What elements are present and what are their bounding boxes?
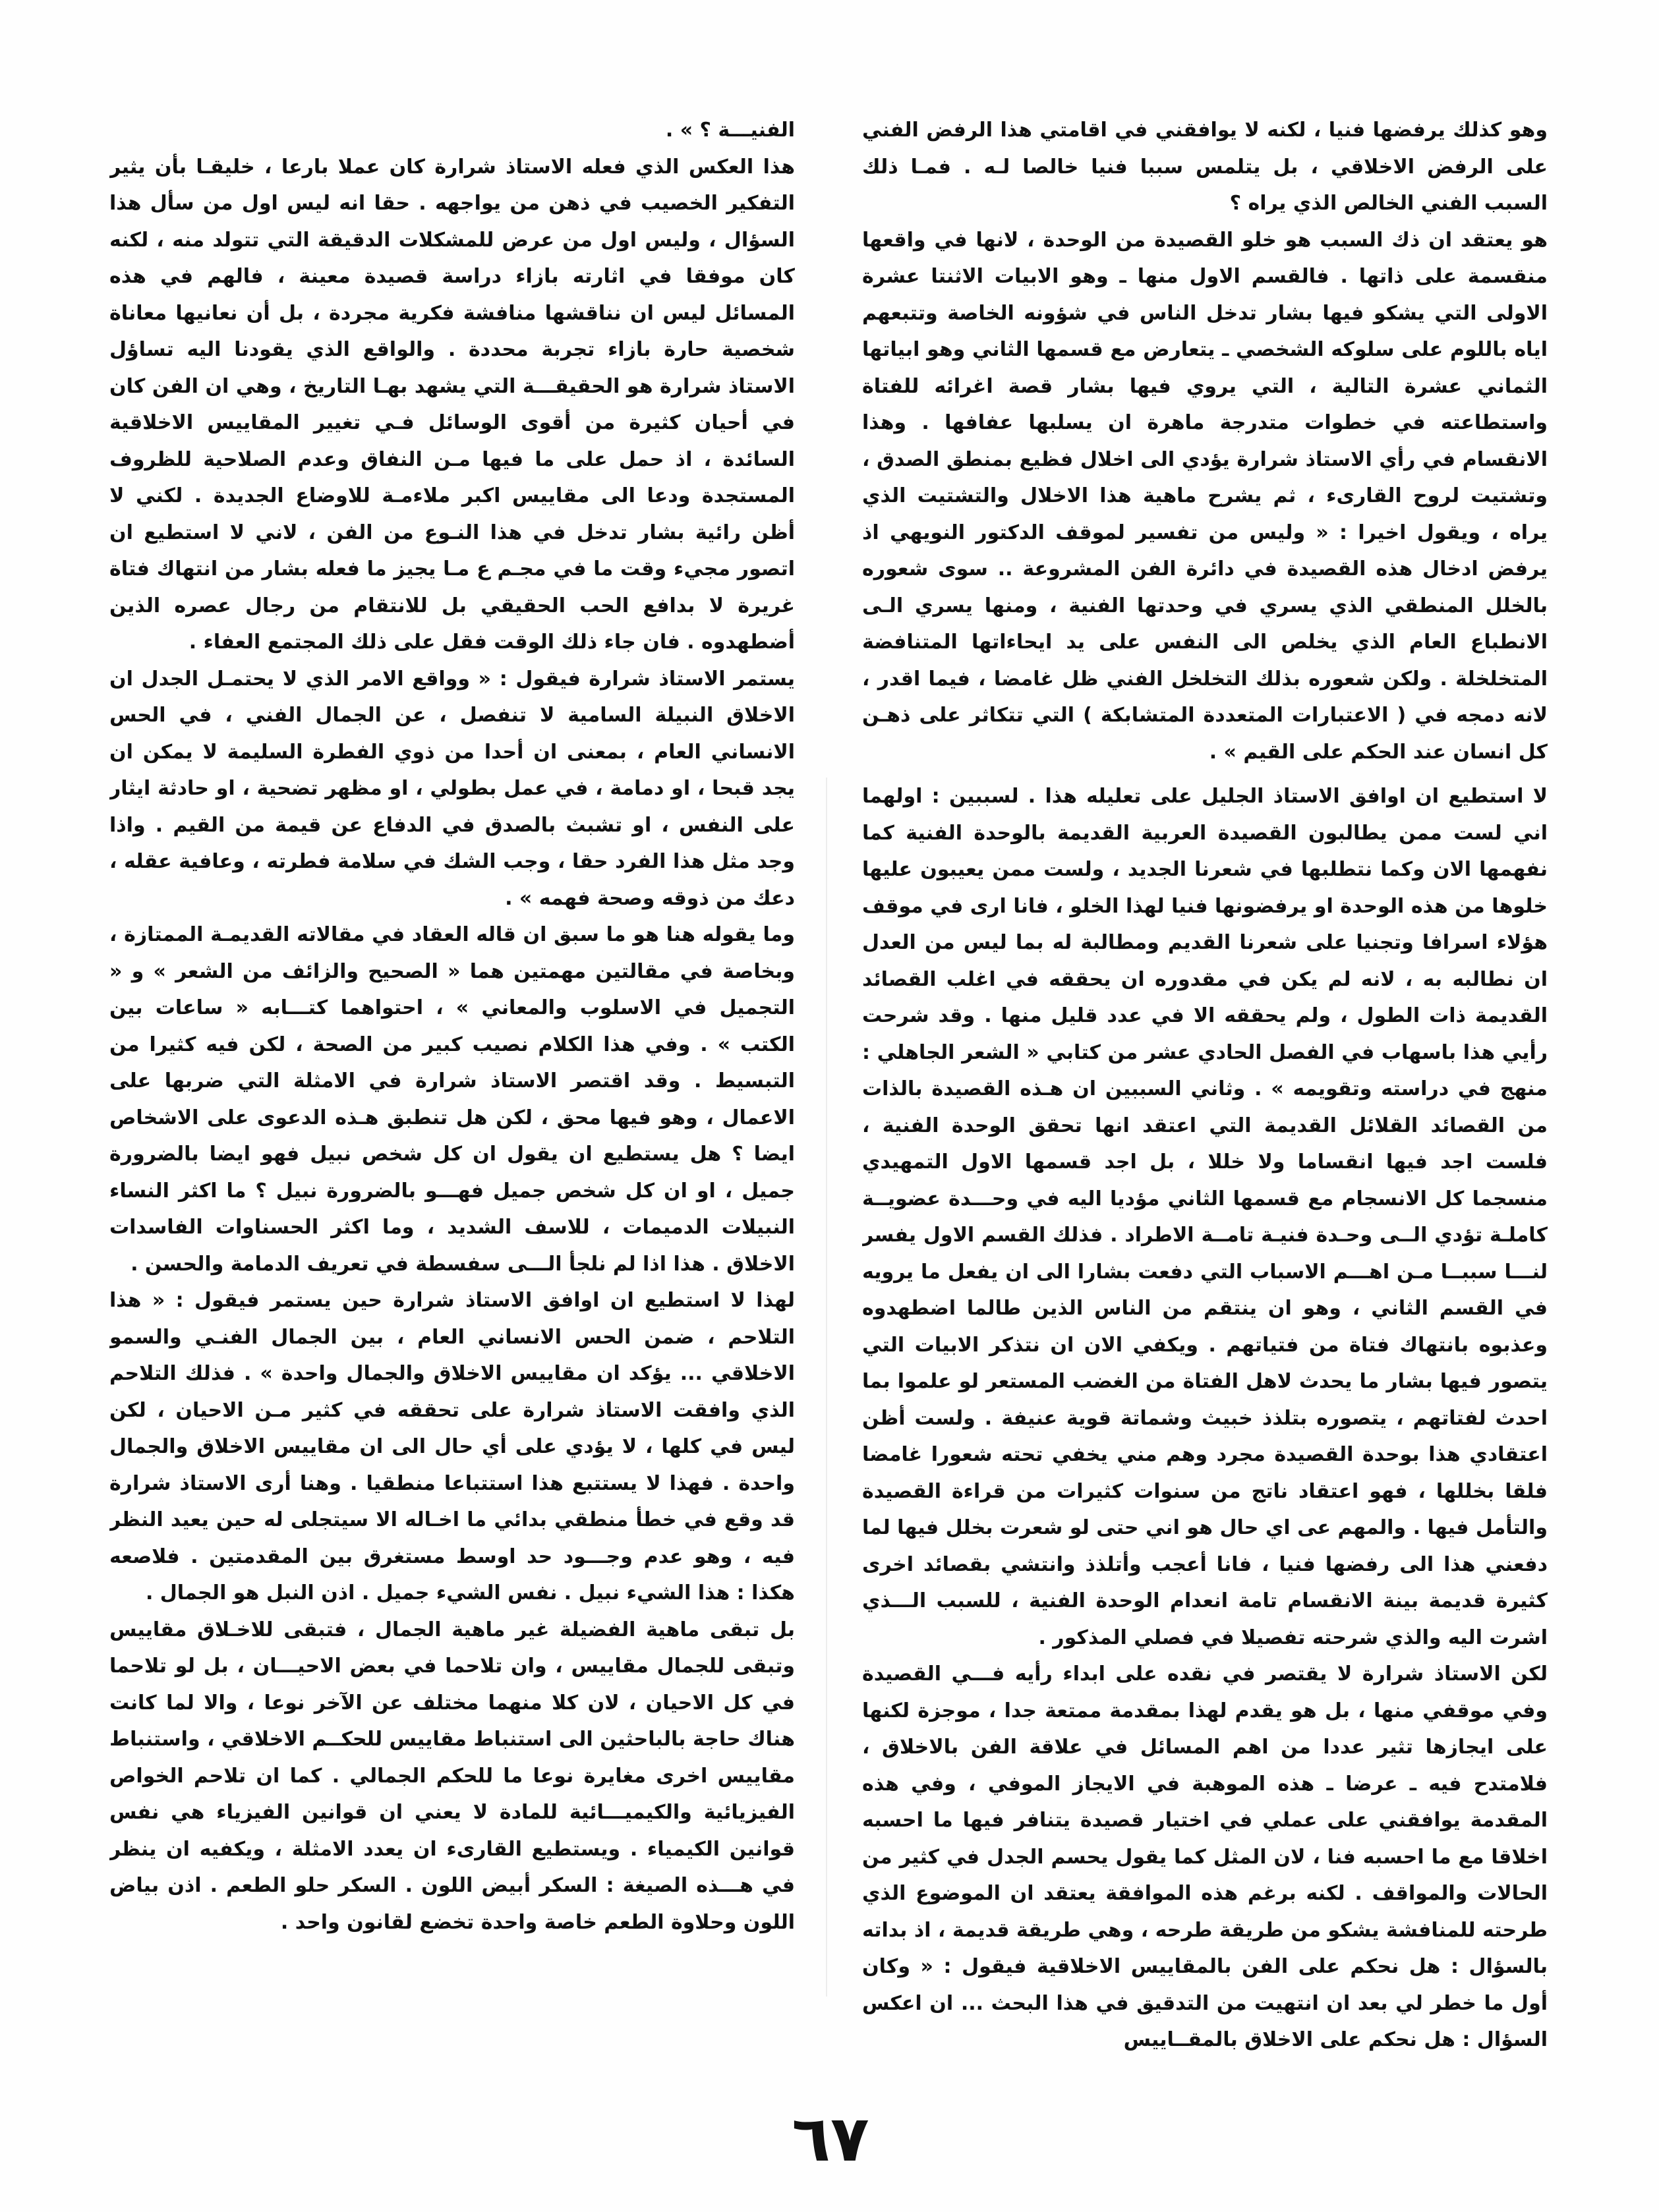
left-text-column <box>109 112 795 2062</box>
paragraph: لكن الاستاذ شرارة لا يقتصر في نقده على ابداء رأيه فـــي القصيدة وفي موقفي منها ، بل هو يقدم لهذا بمقدمة ممتعة جدا ، موجزة لكنها على ايجازها تثير عددا من اهم المسائل في علاقة الفن بالاخلاق ، فلامتدح فيه ـ عرضا ـ هذه الموهبة في الايجاز الموفي ، وفي هذه المقدمة يوافقني على عملي في اختيار قصيدة يتنافر فيها ما احسبه اخلاقا مع ما احسبه فنا ، لان المثل كما يقول يحسم الجدل في كثير من الحالات والمواقف . لكنه برغم هذه الموافقة يعتقد ان الموضوع الذي طرحته للمنافشة يشكو من طريقة طرحه ، وهي طريقة قديمة ، اذ بداته بالسؤال : هل نحكم على الفن بالمقاييس الاخلاقية فيقول : « وكان أول ما خطر لي بعد ان انتهيت من التدقيق في هذا البحث ... ان اعكس السؤال : هل نحكم على الاخلاق بالمقــاييس <box>862 1662 1548 2051</box>
paragraph: لا استطيع ان اوافق الاستاذ الجليل على تعليله هذا . لسببين : اولهما اني لست ممن يطالبون القصيدة العربية القديمة بالوحدة الفنية كما نفهمها الان وكما نتطلبها في شعرنا الجديد ، ولست ممن يعيبون عليها خلوها من هذه الوحدة او يرفضونها فنيا لهذا الخلو ، فانا ارى في موقف هؤلاء اسرافا وتجنيا على شعرنا القديم ومطالبة له بما ليس من العدل ان نطالبه به ، لانه لم يكن في مقدوره ان يحققه في اغلب القصائد القديمة ذات الطول ، ولم يحققه الا في عدد قليل منها . وقد شرحت رأيي هذا باسهاب في الفصل الحادي عشر من كتابي « الشعر الجاهلي : منهج في دراسته وتقويمه » . وثاني السببين ان هـذه القصيدة بالذات من القصائد القلائل القديمة التي اعتقد انها تحقق الوحدة الفنية ، فلست اجد فيها انقساما ولا خللا ، بل اجد قسمها الاول التمهيدي منسجما كل الانسجام مع قسمها الثاني مؤديا اليه في وحـــدة عضويــة كاملـة تؤدي الــى وحـدة فنيـة تامــة الاطراد . فذلك القسم الاول يفسر لنـــا سببــا مـن اهـــم الاسباب التي دفعت بشارا الى ان يفعل ما يرويه في القسم الثاني ، وهو ان ينتقم من الناس الذين طالما اضطهدوه وعذبوه بانتهاك فتاة من فتياتهم . ويكفي الان ان نتذكر الابيات التي يتصور فيها بشار ما يحدث لاهل الفتاة من الغضب المستعر لو علموا بما احدث لفتاتهم ، يتصوره بتلذذ خبيث وشماتة قوية عنيفة . ولست أظن اعتقادي هذا بوحدة القصيدة مجرد وهم مني يخفي تحته شعورا غامضا فلقا بخللها ، فهو اعتقاد ناتج من سنوات كثيرات من قراءة القصيدة والتأمل فيها . والمهم عى اي حال هو اني حتى لو شعرت بخلل فيها لما دفعني هذا الى رفضها فنيا ، فانا أعجب وأتلذذ وانتشي بقصائد اخرى كثيرة قديمة بينة الانقسام تامة انعدام الوحدة الفنية ، للسبب الـــذي اشرت اليه والذي شرحته تفصيلا في فصلي المذكور . <box>862 785 1548 1649</box>
paragraph: هذا العكس الذي فعله الاستاذ شرارة كان عملا بارعا ، خليقـا بأن يثير التفكير الخصيب في ذهن من يواجهه . حقا انه ليس اول من سأل هذا السؤال ، وليس اول من عرض للمشكلات الدقيقة التي تتولد منه ، لكنه كان موفقا في اثارته بازاء دراسة قصيدة معينة ، فالهم في هذه المسائل ليس ان نناقشها منافشة فكرية مجردة ، بل أن نعانيها معاناة شخصية حارة بازاء تجربة محددة . والواقع الذي يقودنا اليه تساؤل الاستاذ شرارة هو الحقيقـــة التي يشهد بهـا التاريخ ، وهي ان الفن كان في أحيان كثيرة من أقوى الوسائل فـي تغيير المقاييس الاخلاقية السائدة ، اذ حمل على ما فيها مـن النفاق وعدم الصلاحية للظروف المستجدة ودعا الى مقاييس اكبر ملاءمـة للاوضاع الجديدة . لكني لا أظن رائية بشار تدخل في هذا النـوع من الفن ، لاني لا استطيع ان اتصور مجيء وقت ما في مجـم ع مـا يجيز ما فعله بشار من انتهاك فتاة غريرة لا بدافع الحب الحقيقي بل للانتقام من رجال عصره الذين أضطهدوه . فان جاء ذلك الوقت فقل على ذلك المجتمع العفاء . <box>109 155 795 654</box>
paragraph: لهذا لا استطيع ان اوافق الاستاذ شرارة حين يستمر فيقول : « هذا التلاحم ، ضمن الحس الانساني العام ، بين الجمال الفنـي والسمو الاخلاقي ... يؤكد ان مقاييس الاخلاق والجمال واحدة » . فذلك التلاحم الذي وافقت الاستاذ شرارة على تحققه في كثير مـن الاحيان ، لكن ليس في كلها ، لا يؤدي على أي حال الى ان مقاييس الاخلاق والجمال واحدة . فهذا لا يستتبع هذا استتباعا منطقيا . وهنا أرى الاستاذ شرارة قد وقع في خطأ منطقي بدائي ما اخـاله الا سيتجلى له حين يعيد النظر فيه ، وهو عدم وجـــود حد اوسط مستغرق بين المقدمتين . فلاصعه هكذا : هذا الشيء نبيل . نفس الشيء جميل . اذن النبل هو الجمال . <box>109 1289 795 1604</box>
paragraph: يستمر الاستاذ شرارة فيقول : « وواقع الامر الذي لا يحتمـل الجدل ان الاخلاق النبيلة السامية لا تنفصل ، عن الجمال الفني ، في الحس الانساني العام ، بمعنى ان أحدا من ذوي الفطرة السليمة لا يمكن ان يجد قبحا ، او دمامة ، في عمل بطولي ، او مظهر تضحية ، او حادثة ايثار على النفس ، او تشبث بالصدق في الدفاع عن قيمة من القيم . واذا وجد مثل هذا الفرد حقا ، وجب الشك في سلامة فطرته ، وعافية عقله ، دعك من ذوقه وصحة فهمه » . <box>109 667 795 910</box>
page-number: ٦٧ <box>792 2102 869 2176</box>
paragraph: هو يعتقد ان ذك السبب هو خلو القصيدة من الوحدة ، لانها في واقعها منقسمة على ذاتها . فالقسم الاول منها ـ وهو الابيات الاثنتا عشرة الاولى التي يشكو فيها بشار تدخل الناس في شؤونه الخاصة وتتبعهم اياه باللوم على سلوكه الشخصي ـ يتعارض مع قسمها الثاني وهو ابياتها الثماني عشرة التالية ، التي يروي فيها بشار قصة اغرائه للفتاة واستطاعته في خطوات متدرجة ماهرة ان يسلبها عفافها . وهذا الانقسام في رأي الاستاذ شرارة يؤدي الى اخلال فظيع بمنطق الصدق ، وتشتيت لروح القارىء ، ثم يشرح ماهية هذا الاخلال والتشتيت الذي يراه ، ويقول اخيرا : « وليس من تفسير لموقف الدكتور النويهي اذ يرفض ادخال هذه القصيدة في دائرة الفن المشروعة .. سوى شعوره بالخلل المنطقي الذي يسري في وحدتها الفنية ، ومنها يسري الـى الانطباع العام الذي يخلص الى النفس على يد ايحاءاتها المتنافضة المتخلخلة . ولكن شعوره بذلك التخلخل الفني ظل غامضا ، فيما اقدر ، لانه دمجه في ( الاعتبارات المتعددة المتشابكة ) التي تتكاثر على ذهـن كل انسان عند الحكم على القيم » . <box>862 228 1548 764</box>
column-gutter <box>826 778 827 1997</box>
paragraph: بل تبقى ماهية الفضيلة غير ماهية الجمال ، فتبقى للاخـلاق مقاييس وتبقى للجمال مقاييس ، وان تلاحما في بعض الاحيـــان ، بل لو تلاحما في كل الاحيان ، لان كلا منهما مختلف عن الآخر نوعا ، والا لما كانت هناك حاجة بالباحثين الى استنباط مقاييس للحكــم الاخلاقي ، واستنباط مقاييس اخرى مغايرة نوعا ما للحكم الجمالي . كما ان تلاحم الخواص الفيزيائية والكيميـــائية للمادة لا يعني ان قوانين الفيزياء هي نفس قوانين الكيمياء . ويستطيع القارىء ان يعدد الامثلة ، ويكفيه ان ينظر في هـــذه الصيغة : السكر أبيض اللون . السكر حلو الطعم . اذن بياض اللون وحلاوة الطعم خاصة واحدة تخضع لقانون واحد . <box>109 1618 795 1934</box>
paragraph: وهو كذلك يرفضها فنيا ، لكنه لا يوافقني في اقامتي هذا الرفض الفني على الرفض الاخلاقي ، بل يتلمس سببا فنيا خالصا لـه . فمـا ذلك السبب الفني الخالص الذي يراه ؟ <box>862 119 1548 215</box>
paragraph: وما يقوله هنا هو ما سبق ان قاله العقاد في مقالاته القديمـة الممتازة ، وبخاصة في مقالتين مهمتين هما « الصحيح والزائف من الشعر » و « التجميل في الاسلوب والمعاني » ، احتواهما كتـــابه « ساعات بين الكتب » . وفي هذا الكلام نصيب كبير من الصحة ، لكن فيه كثيرا من التبسيط . وقد اقتصر الاستاذ شرارة في الامثلة التي ضربها على الاعمال ، وهو فيها محق ، لكن هل تنطبق هـذه الدعوى على الاشخاص ايضا ؟ هل يستطيع ان يقول ان كل شخص نبيل فهو ايضا بالضرورة جميل ، او ان كل شخص جميل فهـــو بالضرورة نبيل ؟ ما اكثر النساء النبيلات الدميمات ، للاسف الشديد ، وما اكثر الحسناوات الفاسدات الاخلاق . هذا اذا لم نلجأ الـــى سفسطة في تعريف الدمامة والحسن . <box>109 923 795 1276</box>
right-text-column <box>862 112 1548 2062</box>
paragraph: الفنيـــة ؟ » . <box>665 119 795 142</box>
